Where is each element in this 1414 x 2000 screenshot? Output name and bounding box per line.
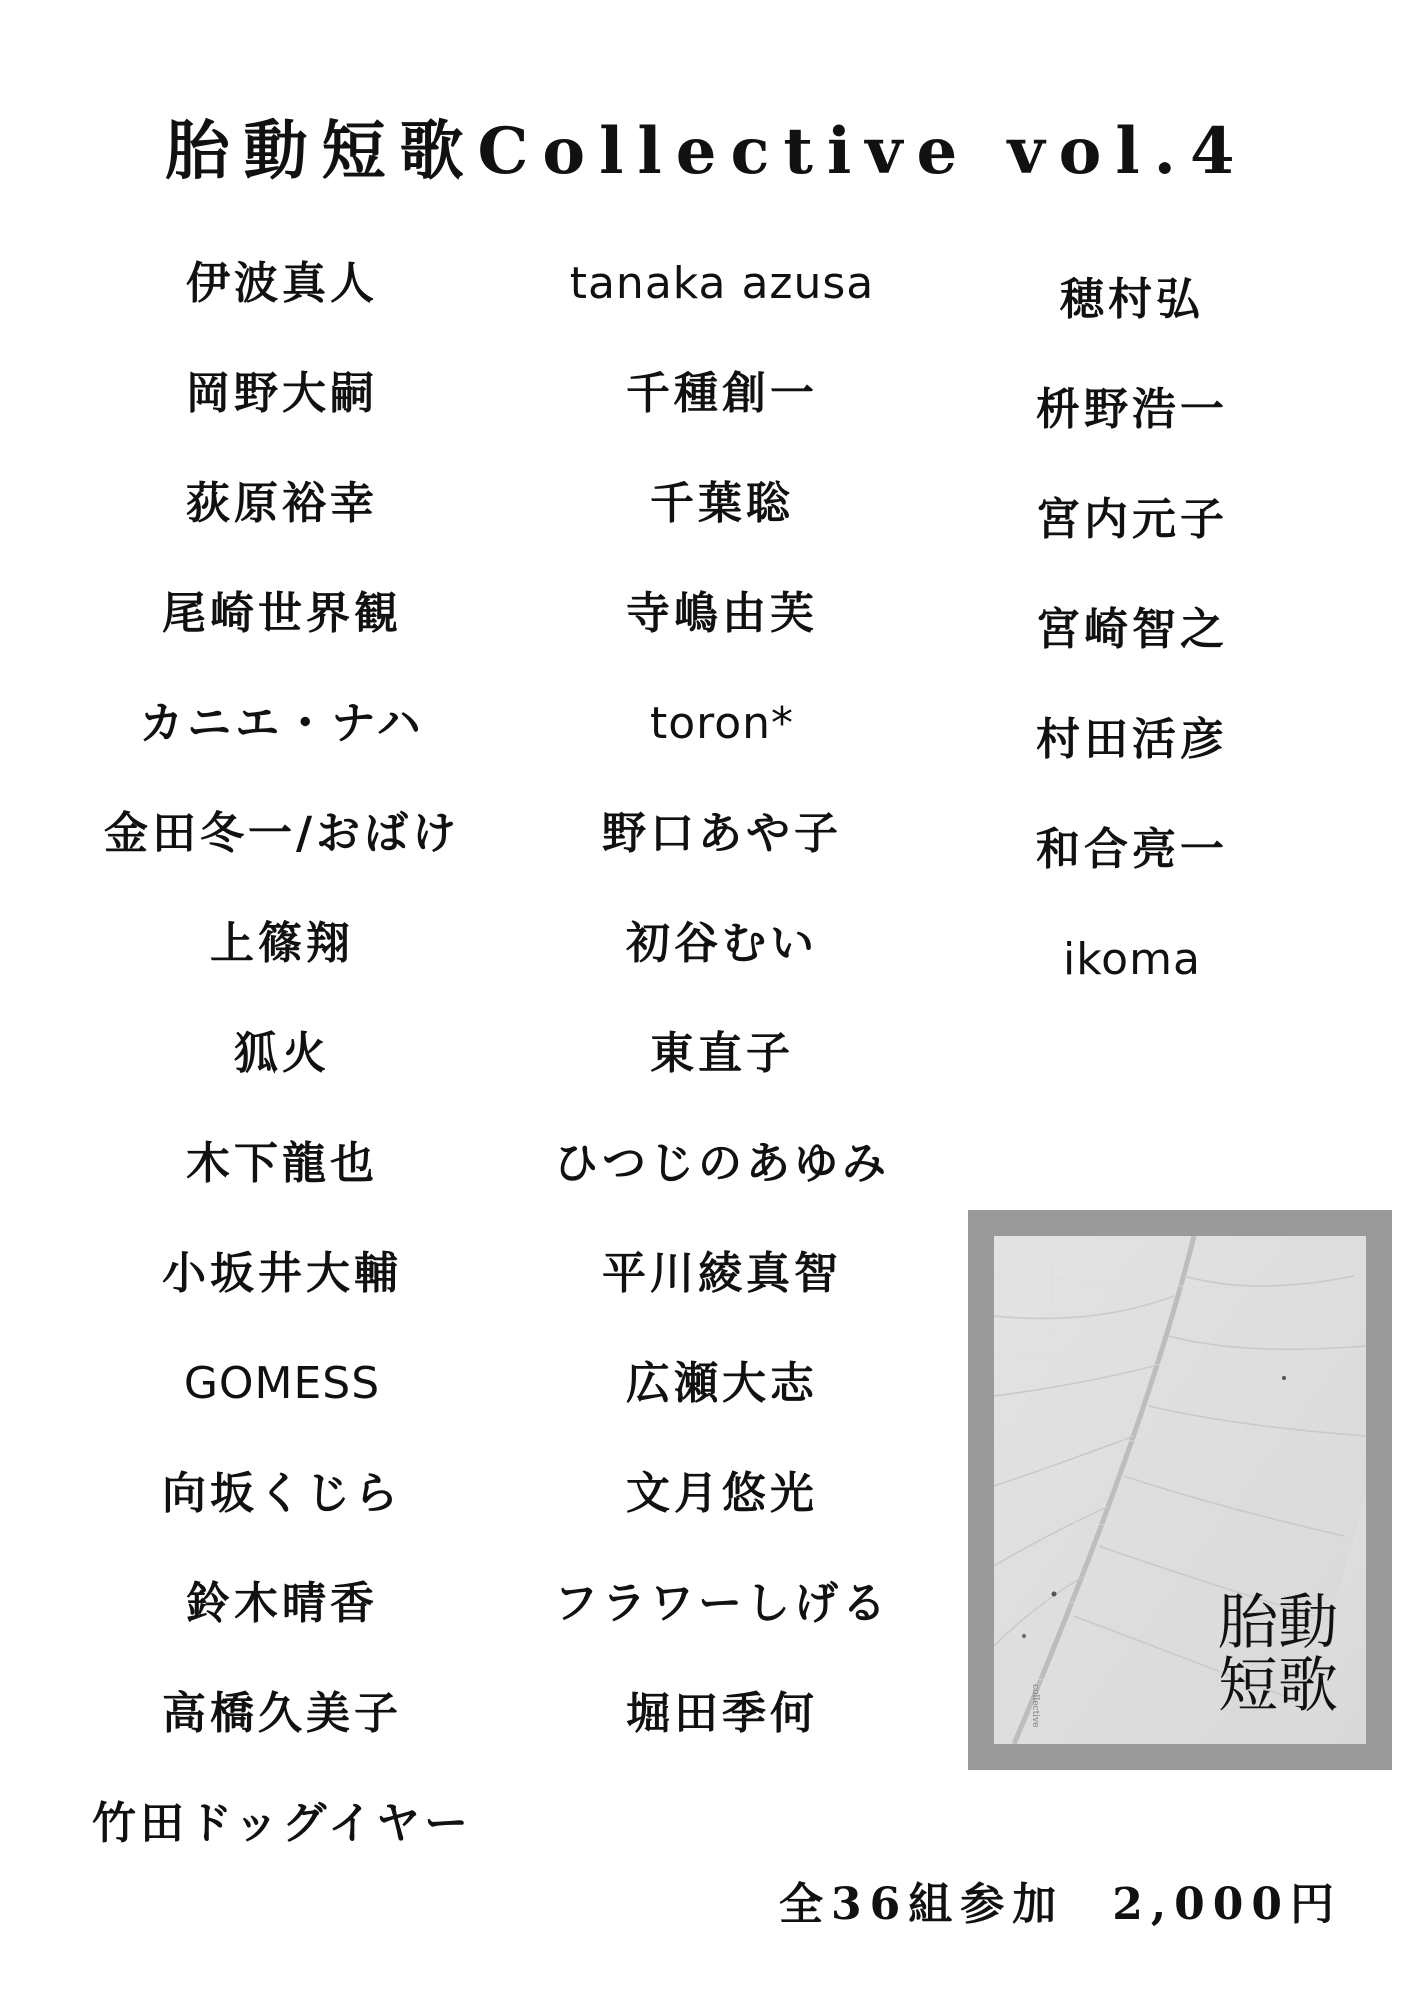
author-name: フラワーしげる (554, 1578, 890, 1629)
author-name: 荻原裕幸 (186, 478, 378, 529)
author-name: 向坂くじら (162, 1468, 402, 1519)
page-title: 胎動短歌Collective vol.4 (165, 114, 1249, 189)
price: 2,000円 (1112, 1879, 1342, 1930)
author-name: 竹田ドッグイヤー (91, 1798, 473, 1849)
author-name: 伊波真人 (186, 258, 378, 309)
author-name: 尾崎世界観 (162, 588, 402, 639)
author-name: 狐火 (234, 1028, 330, 1079)
author-name: 木下龍也 (186, 1138, 378, 1189)
author-name: 野口あや子 (602, 808, 842, 859)
author-name: tanaka azusa (569, 258, 875, 309)
author-name: toron* (649, 698, 795, 749)
book-cover-image (968, 1210, 1392, 1770)
author-name: 鈴木晴香 (186, 1578, 378, 1629)
author-name: 平川綾真智 (602, 1248, 842, 1299)
cover-title (1218, 1588, 1348, 1721)
leaf-photo (994, 1236, 1366, 1744)
author-name: 宮崎智之 (1036, 604, 1228, 655)
author-name: カニエ・ナハ (139, 698, 425, 749)
author-name: 文月悠光 (626, 1468, 818, 1519)
cover-title-line-2: 短歌 (1218, 1651, 1338, 1721)
author-name: 高橋久美子 (162, 1688, 402, 1739)
author-name: 千種創一 (626, 368, 818, 419)
participant-count: 全36組参加 (778, 1879, 1065, 1930)
author-name: 金田冬一/おばけ (103, 808, 461, 859)
author-name: 寺嶋由芙 (626, 588, 818, 639)
author-name: 堀田季何 (626, 1688, 818, 1739)
author-name: ひつじのあゆみ (554, 1138, 890, 1189)
author-name: ikoma (1063, 934, 1201, 985)
author-name: 小坂井大輔 (162, 1248, 402, 1299)
author-name: 初谷むい (626, 918, 818, 969)
author-name: 広瀬大志 (626, 1358, 818, 1409)
author-name: 枡野浩一 (1036, 384, 1228, 435)
author-name: 上篠翔 (210, 918, 354, 969)
cover-spine-text: collective (1030, 1684, 1040, 1728)
cover-title-line-1: 胎動 (1218, 1588, 1338, 1658)
author-name: 穂村弘 (1060, 274, 1204, 325)
author-name: 東直子 (650, 1028, 794, 1079)
author-name: 村田活彦 (1036, 714, 1228, 765)
author-name: 宮内元子 (1036, 494, 1228, 545)
author-name: 和合亮一 (1036, 824, 1228, 875)
footer-info (779, 1868, 1342, 1932)
author-name: 千葉聡 (650, 478, 794, 529)
author-name: 岡野大嗣 (186, 368, 378, 419)
author-name: GOMESS (183, 1358, 381, 1409)
